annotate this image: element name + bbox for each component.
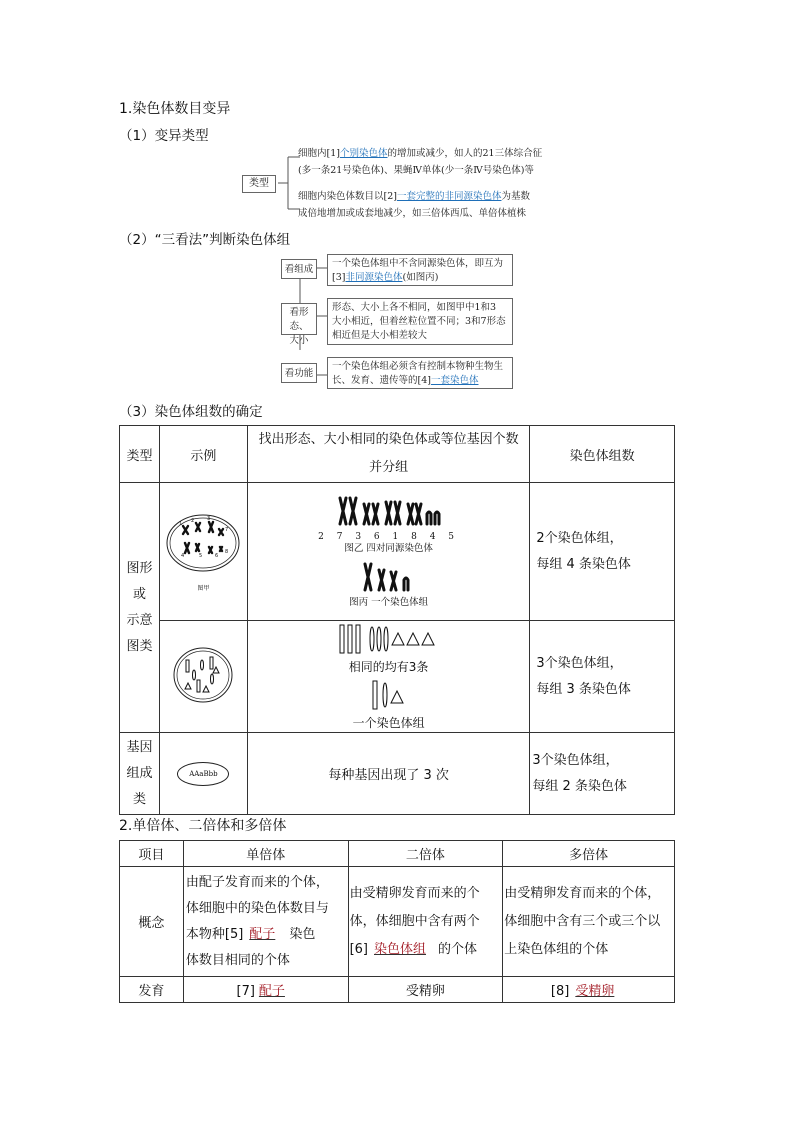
sub1-heading: （1）变异类型 xyxy=(119,128,209,144)
blank-6: 染色体组 xyxy=(374,941,427,957)
ploidy-table xyxy=(119,840,675,1003)
type1-line2: (多一条21号染色体)、果蝇Ⅳ单体(少一条Ⅳ号染色体)等 xyxy=(298,165,534,176)
row1-result: 2个染色体组， 每组 4 条染色体 xyxy=(530,483,675,621)
fig-bing-chromosomes xyxy=(359,562,419,592)
sub2-heading: （2）“三看法”判断染色体组 xyxy=(119,232,291,248)
fig-triangle-cell-diagram xyxy=(172,645,234,705)
haploid-concept: 由配子发育而来的个体， 体细胞中的染色体数目与 本物种[5] 配子 染色 体数目相同的个体 xyxy=(183,867,348,977)
t1-header-count: 染色体组数 xyxy=(530,426,675,483)
t2-header-item: 项目 xyxy=(120,841,184,867)
look1-box: 一个染色体组中不含同源染色体，即互为 [3]非同源染色体(如图丙) xyxy=(327,254,513,286)
blank-2: 一套完整的非同源染色体 xyxy=(396,191,502,202)
look1-label: 看组成 xyxy=(281,259,317,279)
section2-title: 2.单倍体、二倍体和多倍体 xyxy=(119,818,287,834)
haploid-develop: [7] 配子 xyxy=(183,977,348,1003)
t1-header-example: 示例 xyxy=(159,426,247,483)
t1-rowgroup-gene: 基因 组成 类 xyxy=(120,733,160,815)
fig-jia-cell-diagram xyxy=(163,511,243,581)
polyploid-develop: [8] 受精卵 xyxy=(503,977,675,1003)
gene-example-oval: AAaBbb xyxy=(177,762,229,786)
t2-concept-label: 概念 xyxy=(120,867,184,977)
blank-1: 个别染色体 xyxy=(339,148,388,159)
look2-label: 看形态、 大小 xyxy=(281,303,317,335)
t1-rowgroup-figure: 图形 或 示意 图类 xyxy=(120,483,160,733)
diploid-develop: 受精卵 xyxy=(348,977,503,1003)
gene-text: 每种基因出现了 3 次 xyxy=(247,733,529,815)
fig-jia-num-4: 4 xyxy=(181,553,185,559)
sub3-heading: （3）染色体组数的确定 xyxy=(119,404,263,420)
fig-yi-numbers: 2 7 3 6 1 8 4 5 xyxy=(318,531,460,542)
fig-triangle-cell xyxy=(159,621,247,733)
row2-caption2: 一个染色体组 xyxy=(352,715,425,730)
fig-yi-caption: 图乙 四对同源染色体 xyxy=(344,542,433,554)
polyploid-concept: 由受精卵发育而来的个体， 体细胞中含有三个或三个以 上染色体组的个体 xyxy=(503,867,675,977)
fig-jia-num-2: 2 xyxy=(191,518,195,524)
row2-caption1: 相同的均有3条 xyxy=(348,659,429,674)
type2-line2: 成倍地增加或成套地减少，如三倍体西瓜、单倍体植株 xyxy=(298,208,527,219)
fig-yi-bing-cell xyxy=(247,483,529,621)
fig-yi-chromosomes xyxy=(334,494,444,528)
blank-7: 配子 xyxy=(258,984,285,999)
t2-header-polyploid: 多倍体 xyxy=(503,841,675,867)
blank-5: 配子 xyxy=(249,926,276,942)
fig-one-group-shapes xyxy=(369,679,409,711)
look3-label: 看功能 xyxy=(281,363,317,383)
fig-jia-num-7: 7 xyxy=(225,527,229,533)
fig-jia-cell xyxy=(159,483,247,621)
fig-jia-num-3: 3 xyxy=(207,516,211,522)
fig-jia-caption: 图甲 xyxy=(197,585,210,592)
look3-box: 一个染色体组必须含有控制本物种生物生 长、发育、遗传等的[4]一套染色体 xyxy=(327,357,513,389)
fig-triangle-groups-cell xyxy=(247,621,529,733)
type2-line1: 细胞内染色体数目以[2]一套完整的非同源染色体为基数 xyxy=(298,191,530,202)
diploid-concept: 由受精卵发育而来的个 体，体细胞中含有两个 [6] 染色体组 的个体 xyxy=(348,867,503,977)
blank-8: 受精卵 xyxy=(575,984,615,999)
blank-3: 非同源染色体 xyxy=(345,272,403,283)
fig-jia-num-6: 6 xyxy=(215,553,219,559)
section1-title: 1.染色体数目变异 xyxy=(119,101,231,117)
t1-header-type: 类型 xyxy=(120,426,160,483)
fig-jia-num-5: 5 xyxy=(199,553,203,559)
chromosome-set-table xyxy=(119,425,675,815)
blank-4: 一套染色体 xyxy=(430,375,479,386)
fig-groups-shapes xyxy=(334,623,444,655)
look2-box: 形态、大小上各不相同，如图甲中1和3 大小相近，但着丝粒位置不同；3和7形态 相近但是大小相差较大 xyxy=(327,298,513,345)
t1-header-group: 找出形态、大小相同的染色体或等位基因个数并分组 xyxy=(247,426,529,483)
t2-develop-label: 发育 xyxy=(120,977,184,1003)
type1-line1: 细胞内[1]个别染色体的增加或减少，如人的21三体综合征 xyxy=(298,148,543,159)
fig-jia-num-1: 1 xyxy=(179,521,183,527)
gene-example-cell xyxy=(159,733,247,815)
t2-header-haploid: 单倍体 xyxy=(183,841,348,867)
row3-result: 3个染色体组， 每组 2 条染色体 xyxy=(530,733,675,815)
fig-jia-num-8: 8 xyxy=(225,549,229,555)
t2-header-diploid: 二倍体 xyxy=(348,841,503,867)
type-box: 类型 xyxy=(242,175,276,193)
row2-result: 3个染色体组， 每组 3 条染色体 xyxy=(530,621,675,733)
fig-bing-caption: 图丙 一个染色体组 xyxy=(349,596,429,608)
